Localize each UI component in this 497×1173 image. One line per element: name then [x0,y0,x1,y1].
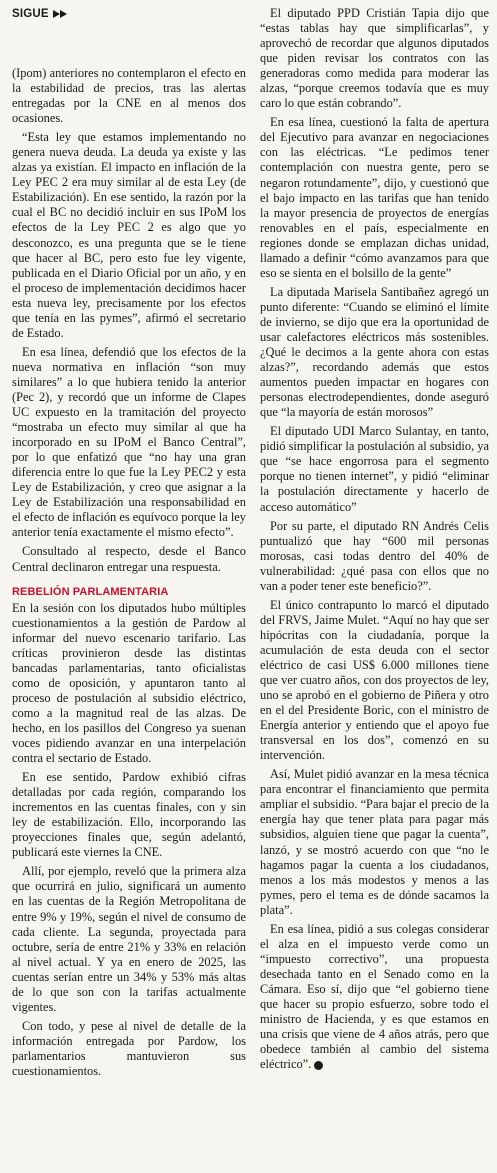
left-column [12,66,246,1083]
body-paragraph: Consultado al respecto, desde el Banco Central declinaron entregar una respuesta. [12,544,246,574]
body-paragraph: Por su parte, el diputado RN Andrés Celis puntualizó que hay “600 mil personas morosas, casi todas dentro del 40% de vulnerabilidad: ¿qué pasa con ellos que no van a poder tener este beneficio?”. [260,518,489,593]
body-paragraph: Así, Mulet pidió avanzar en la mesa técnica para encontrar el financiamiento que permita ampliar el subsidio. “Para bajar el precio de la energía hay que tener plata para pagar más subsidios, alguien tiene que pagar la cuenta”, lanzó, y se mostró acuerdo con que “no le hagamos pagar la cuenta a los ciudadanos, menos a los más modestos y menos a las pymes, pero el tema es de dónde sacamos la plata”. [260,767,489,917]
double-arrow-icon [53,10,67,18]
section-subhead: REBELIÓN PARLAMENTARIA [12,585,169,598]
body-paragraph: Allí, por ejemplo, reveló que la primera alza que ocurrirá en julio, significará un aumento en las cuentas de la Región Metropolitana de entre 9% y 19%, según el nivel de consumo de cada cliente. La segunda, proyectada para octubre, sería de entre 21% y 33% en relación al nivel actual. Y ya en enero de 2025, las cuentas serían entre un 34% y 53% más altas de lo que son con la tarifas actualmente vigentes. [12,864,246,1014]
final-paragraph [260,922,489,1072]
right-column [260,6,489,1076]
body-paragraph: El diputado UDI Marco Sulantay, en tanto, pidió simplificar la postulación al subsidio, ya que “se hace engorrosa para el segmento porque no tienen internet”, y pidió “eliminar la postulación directamente y hacerlo de acceso automático” [260,424,489,514]
continue-label: SIGUE [12,8,49,20]
body-paragraph: En esa línea, cuestionó la falta de apertura del Ejecutivo para avanzar en negociaciones con las eléctricas. “Le pedimos tener contemplación con nuestra gente, pero se negaron rotundamente”, dijo, y cuestionó que el bajo impacto en las tarifas que han tenido la mayor presencia de proyectos de energías renovables en el país, especialmente en regiones donde se emplazan dichas unidad, llamado a definir “cómo avanzamos para que eso se sienta en el bolsillo de la gente” [260,115,489,280]
body-paragraph: La diputada Marisela Santibañez agregó un punto diferente: “Cuando se eliminó el límite de invierno, se dijo que era la oportunidad de usar calefactores eléctricos más sostenibles. ¿Qué le decimos a la gente ahora con estas alzas?”, recordando además que estos aumentos pueden impactar en hogares con personas electrodependientes, donde aseguró que “la mayoría de están morosos” [260,284,489,420]
body-paragraph: “Esta ley que estamos implementando no genera nueva deuda. La deuda ya existe y las alzas ya existían. El impacto en inflación de la Ley PEC 2 era muy similar al de esta Ley (de Estabilización). En ese sentido, la razón por la cual el BC no decidió incluir en sus IPoM los efectos de la Ley PEC 2 es algo que yo desconozco, es una pregunta que se le tiene que hacer al BC, pero esto fue ley vigente, publicada en el Diario Oficial por un año, y en el proceso de implementación decidimos hacer esta nueva ley, precisamente por los efectos que tenía en las pymes”, afirmó el secretario de Estado. [12,130,246,340]
body-paragraph: Con todo, y pese al nivel de detalle de la información entregada por Pardow, los parlamentarios mantuvieron sus cuestionamientos. [12,1018,246,1078]
body-paragraph: En ese sentido, Pardow exhibió cifras detalladas por cada región, comparando los incrementos en las cuentas finales, con y sin ley de estabilización. Ello, incorporando las proyecciones finales que, según adelantó, publicará este viernes la CNE. [12,770,246,860]
body-paragraph: El único contrapunto lo marcó el diputado del FRVS, Jaime Mulet. “Aquí no hay que ser hipócritas con la ciudadanía, porque la acumulación de esta deuda con el sector eléctrico de casi US$ 6.000 millones tiene que ver cuatro años, con dos proyectos de ley, uno se aprobó en el gobierno de Piñera y otro en el del Presidente Boric, con el ministro de Energía anterior y entiendo que el apoyo fue transversal en los dos”, comenzó en su intervención. [260,597,489,763]
continue-marker [12,8,67,20]
end-of-article-icon: P [314,1061,323,1070]
body-paragraph: En esa línea, defendió que los efectos de la nueva normativa en inflación “son muy similares” a lo que hubiera tenido la anterior (Pec 2), y recordó que un informe de Clapes UC expuesto en la tramitación del proyecto “mostraba un efecto muy similar al que ha incorporado en su IPoM el Banco Central”, por lo que enfatizó que “no hay una gran diferencia entre lo que fue la Ley PEC2 y esta Ley de Estabilización, y creo que asignar a la Ley de Estabilización una responsabilidad en el efecto de inflación es equívoco porque la ley anterior tenía exactamente el mismo efecto”. [12,344,246,540]
final-paragraph-text: En esa línea, pidió a sus colegas considerar el alza en el impuesto verde como un “impuesto correctivo”, una propuesta desechada tanto en el Senado como en la Cámara. Eso sí, dijo que “el gobierno tiene que hacer su propio esfuerzo, sobre todo el ministro de Hacienda, y es que estamos en una crisis que viene de 4 años atrás, pero que obedece también al cambio del sistema eléctrico”. [260,921,489,1072]
body-paragraph: (Ipom) anteriores no contemplaron el efecto en la estabilidad de precios, tras las alertas entregadas por la CNE en al menos dos ocasiones. [12,66,246,126]
body-paragraph: El diputado PPD Cristián Tapia dijo que “estas tablas hay que simplificarlas”, y aprovechó de recordar que algunos diputados que piden revisar los contratos con las generadoras como medida para moderar las alzas, “porque creemos todavía que es muy caro lo que están cobrando”. [260,6,489,111]
body-paragraph: En la sesión con los diputados hubo múltiples cuestionamientos a la gestión de Pardow al informar del nuevo escenario tarifario. Las críticas provinieron desde las distintas bancadas parlamentarias, tanto oficialistas como de oposición, y apuntaron tanto al proceso de postulación al subsidio eléctrico, como a la magnitud real de las alzas. De hecho, en los pasillos del Congreso ya suenan voces pidiendo avanzar en una interpelación contra el sectario de Estado. [12,600,246,766]
